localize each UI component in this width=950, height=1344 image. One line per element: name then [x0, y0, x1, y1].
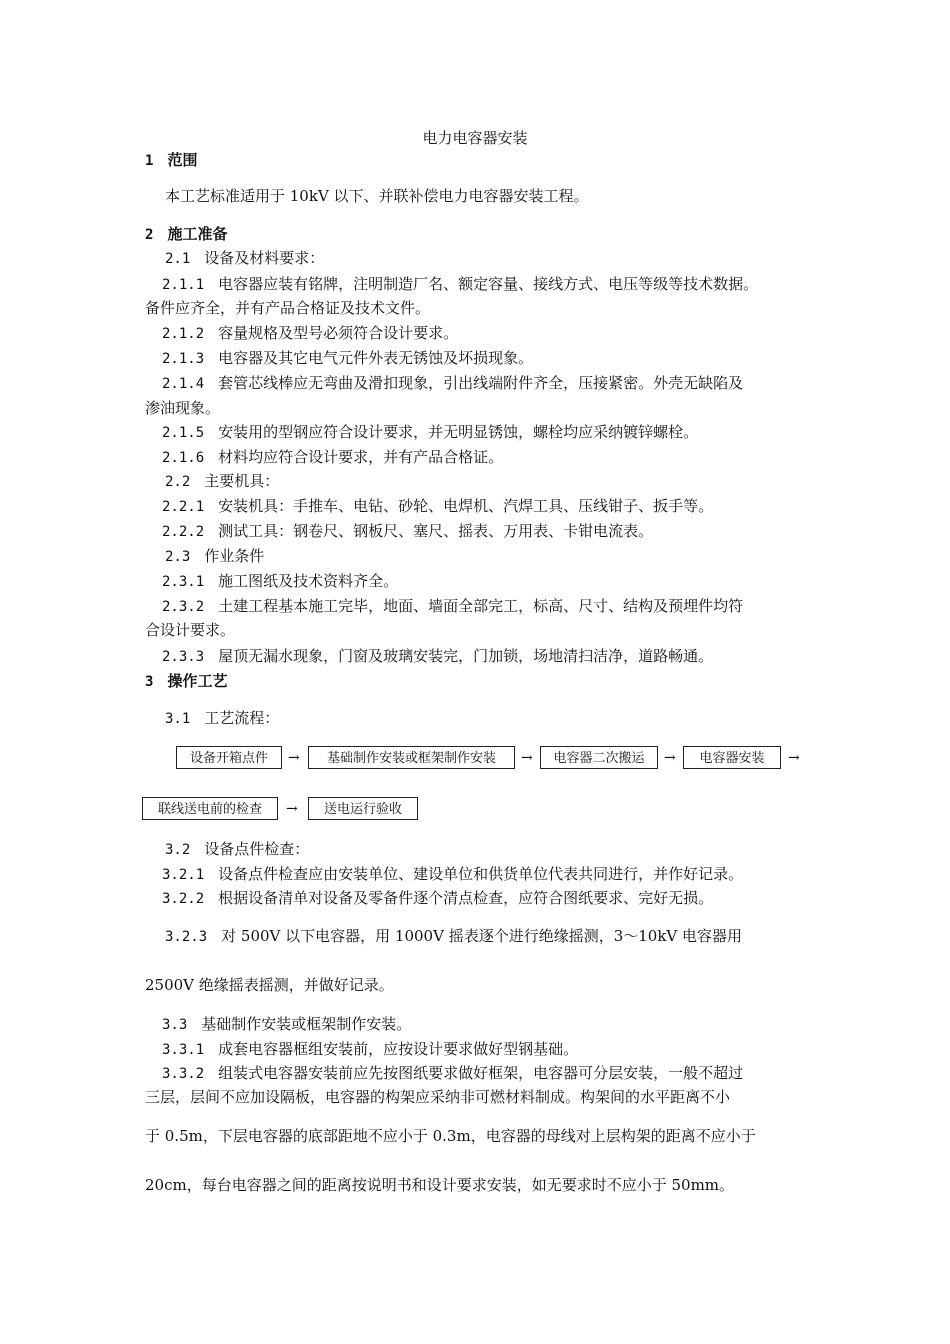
flow-arrow-5: →: [286, 801, 298, 817]
flow-step-1: 设备开箱点件: [176, 746, 282, 769]
paragraph-2-2-1: 2.2.1 安装机具：手推车、电钻、砂轮、电焊机、汽焊工具、压线钳子、扳手等。: [162, 497, 714, 515]
paragraph-3-3-2-cont-3: 20cm，每台电容器之间的距离按说明书和设计要求安装，如无要求时不应小于 50mm。: [145, 1176, 735, 1194]
paragraph-2-3-1: 2.3.1 施工图纸及技术资料齐全。: [162, 572, 399, 590]
paragraph-2-1: 2.1 设备及材料要求：: [165, 249, 325, 267]
paragraph-3-2: 3.2 设备点件检查：: [165, 840, 310, 858]
paragraph-2-1-1: 2.1.1 电容器应装有铭牌，注明制造厂名、额定容量、接线方式、电压等级等技术数据。: [162, 275, 759, 293]
flow-arrow-4: →: [788, 750, 800, 766]
paragraph-3-3-2: 3.3.2 组装式电容器安装前应先按图纸要求做好框架，电容器可分层安装，一般不超过: [162, 1064, 744, 1082]
paragraph-2-1-4-cont: 渗油现象。: [145, 399, 221, 417]
paragraph-2-1-6: 2.1.6 材料均应符合设计要求，并有产品合格证。: [162, 448, 504, 466]
paragraph-2-1-4: 2.1.4 套管芯线棒应无弯曲及滑扣现象，引出线端附件齐全，压接紧密。外壳无缺陷及: [162, 374, 744, 392]
flow-arrow-3: →: [664, 750, 676, 766]
paragraph-3-3-1: 3.3.1 成套电容器框组安装前，应按设计要求做好型钢基础。: [162, 1040, 579, 1058]
paragraph-2-2-2: 2.2.2 测试工具：钢卷尺、钢板尺、塞尺、摇表、万用表、卡钳电流表。: [162, 522, 654, 540]
flow-arrow-1: →: [288, 750, 300, 766]
paragraph-3-3-2-cont-2: 于 0.5m，下层电容器的底部距地不应小于 0.3m，电容器的母线对上层构架的距离不应小于: [145, 1127, 756, 1145]
section-heading-1: 1 范围: [145, 151, 198, 169]
flow-arrow-2: →: [521, 750, 533, 766]
paragraph-2-2: 2.2 主要机具：: [165, 472, 280, 490]
paragraph-2-1-1-cont: 备件应齐全，并有产品合格证及技术文件。: [145, 299, 431, 317]
flow-step-6: 送电运行验收: [308, 797, 418, 820]
section-heading-3: 3 操作工艺: [145, 672, 228, 690]
paragraph-2-3-2: 2.3.2 土建工程基本施工完毕，地面、墙面全部完工，标高、尺寸、结构及预埋件均符: [162, 597, 744, 615]
section-1-text: 本工艺标准适用于 10kV 以下、并联补偿电力电容器安装工程。: [165, 187, 589, 205]
paragraph-3-1: 3.1 工艺流程：: [165, 709, 280, 727]
paragraph-2-3: 2.3 作业条件: [165, 547, 265, 565]
paragraph-2-3-3: 2.3.3 屋顶无漏水现象，门窗及玻璃安装完，门加锁，场地清扫洁净，道路畅通。: [162, 647, 714, 665]
paragraph-2-1-3: 2.1.3 电容器及其它电气元件外表无锈蚀及坏损现象。: [162, 349, 534, 367]
paragraph-3-2-3: 3.2.3 对 500V 以下电容器，用 1000V 摇表逐个进行绝缘摇测，3～10kV 电容器用: [165, 927, 743, 945]
flow-step-5: 联线送电前的检查: [142, 797, 278, 820]
flow-step-3: 电容器二次搬运: [540, 746, 658, 769]
page-title: 电力电容器安装: [422, 129, 528, 147]
paragraph-3-3-2-cont-1: 三层，层间不应加设隔板，电容器的构架应采纳非可燃材料制成。构架间的水平距离不小: [145, 1088, 731, 1106]
paragraph-3-3: 3.3 基础制作安装或框架制作安装。: [162, 1015, 412, 1033]
paragraph-3-2-1: 3.2.1 设备点件检查应由安装单位、建设单位和供货单位代表共同进行，并作好记录。: [162, 865, 744, 883]
flow-step-4: 电容器安装: [683, 746, 781, 769]
paragraph-3-2-3-cont: 2500V 绝缘摇表摇测，并做好记录。: [145, 976, 394, 994]
paragraph-2-1-5: 2.1.5 安装用的型钢应符合设计要求，并无明显锈蚀，螺栓均应采纳镀锌螺栓。: [162, 423, 699, 441]
paragraph-2-1-2: 2.1.2 容量规格及型号必须符合设计要求。: [162, 324, 459, 342]
flow-step-2: 基础制作安装或框架制作安装: [308, 746, 515, 769]
paragraph-2-3-2-cont: 合设计要求。: [145, 621, 236, 639]
section-heading-2: 2 施工准备: [145, 225, 228, 243]
paragraph-3-2-2: 3.2.2 根据设备清单对设备及零备件逐个清点检查，应符合图纸要求、完好无损。: [162, 889, 714, 907]
